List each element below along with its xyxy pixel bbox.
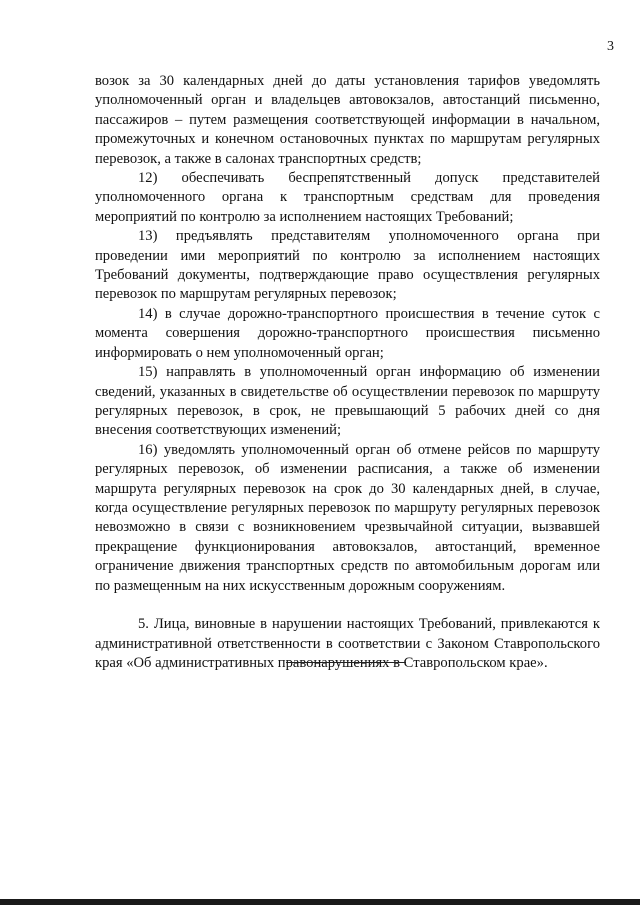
- paragraph-item-14: 14) в случае дорожно-транспортного происшествия в течение суток с момента совершения дорожно-транспортного происшествия письменно информировать о нем уполномоченный орган;: [95, 305, 600, 361]
- end-of-document-rule: [286, 662, 406, 663]
- document-body: [95, 72, 600, 674]
- paragraph-item-15: 15) направлять в уполномоченный орган информацию об изменении сведений, указанных в свидетельстве об осуществлении перевозок по маршруту регулярных перевозок, в срок, не превышающий 5 рабочих дней со дня внесения соответствующих изменений;: [95, 364, 600, 439]
- paragraph-item-12: 12) обеспечивать беспрепятственный допуск представителей уполномоченного органа к транспортным средствам для проведения мероприятий по контролю за исполнением настоящих Требований;: [95, 170, 600, 225]
- paragraph-section-5: 5. Лица, виновные в нарушении настоящих Требований, привлекаются к административной ответственности в соответствии с Законом Ставропольского края «Об административных правонарушениях в Ставропольском крае».: [95, 616, 600, 672]
- paragraph-item-16: 16) уведомлять уполномоченный орган об отмене рейсов по маршруту регулярных перевозок, об изменении расписания, а также об изменении маршрута регулярных перевозок на срок до 30 календарных дней, в случае, когда осуществление регулярных перевозок по маршруту регулярных перевозок невозможно в связи с возникновением чрезвычайной ситуации, вызвавшей прекращение функционирования автовокзалов, автостанций, временное ограничение движения транспортных средств по автомобильным дорогам или по размещенным на них искусственным дорожным сооружениям.: [95, 441, 600, 594]
- scan-bottom-edge: [0, 899, 640, 905]
- paragraph-continuation: возок за 30 календарных дней до даты установления тарифов уведомлять уполномоченный орган и владельцев автовокзалов, автостанций письменно, пассажиров – путем размещения соответствующей информации в начальном, промежуточных и конечном остановочных пунктах по маршрутам регулярных перевозок, а также в салонах транспортных средств;: [95, 73, 600, 167]
- paragraph-item-13: 13) предъявлять представителям уполномоченного органа при проведении ими мероприятий по контролю за исполнением настоящих Требований документы, подтверждающие право осуществления регулярных перевозок по маршрутам регулярных перевозок;: [95, 228, 600, 303]
- page-number: 3: [607, 39, 614, 54]
